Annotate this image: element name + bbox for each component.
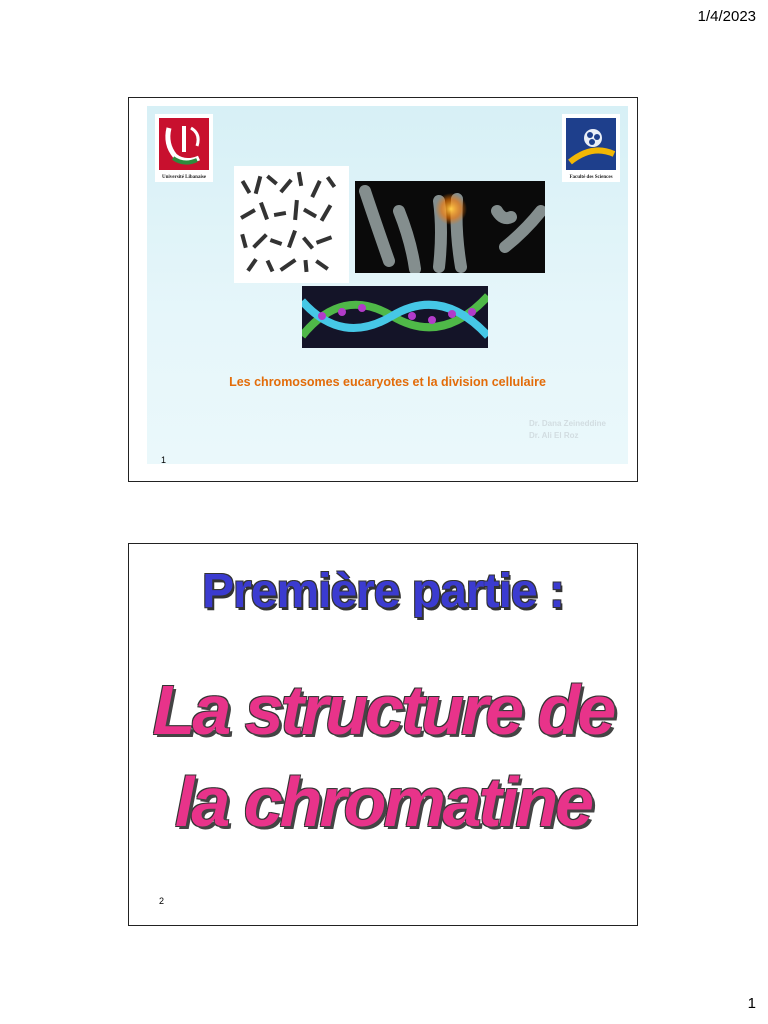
faculty-of-sciences-logo-icon <box>562 114 620 174</box>
slide-1-number: 1 <box>161 455 167 465</box>
slide-2 <box>128 543 638 926</box>
slide-1 <box>128 97 638 482</box>
chromosome-3d-image <box>355 181 545 273</box>
authors <box>529 418 606 442</box>
slide-1-background <box>147 106 628 464</box>
logo-left-caption: Université Libanaise <box>161 175 207 180</box>
page-number: 1 <box>747 995 756 1012</box>
chapter-title-line-1: La structure de <box>152 671 614 749</box>
faculty-logo <box>562 114 620 182</box>
chapter-title-line-2: la chromatine <box>174 763 592 841</box>
part-label: Première partie : <box>202 565 564 618</box>
karyotype-image <box>234 166 349 283</box>
logo-right-caption: Faculté des Sciences <box>569 175 613 180</box>
slide-2-number: 2 <box>159 896 165 906</box>
lebanese-university-logo-icon <box>155 114 213 174</box>
page-date: 1/4/2023 <box>697 8 756 25</box>
dna-helix-image <box>302 286 488 348</box>
chapter-title <box>129 664 637 848</box>
slide-1-title: Les chromosomes eucaryotes et la division cellulaire <box>229 375 546 389</box>
author-1: Dr. Dana Zeineddine <box>529 419 606 428</box>
university-logo <box>155 114 213 182</box>
author-2: Dr. Ali El Roz <box>529 431 579 440</box>
